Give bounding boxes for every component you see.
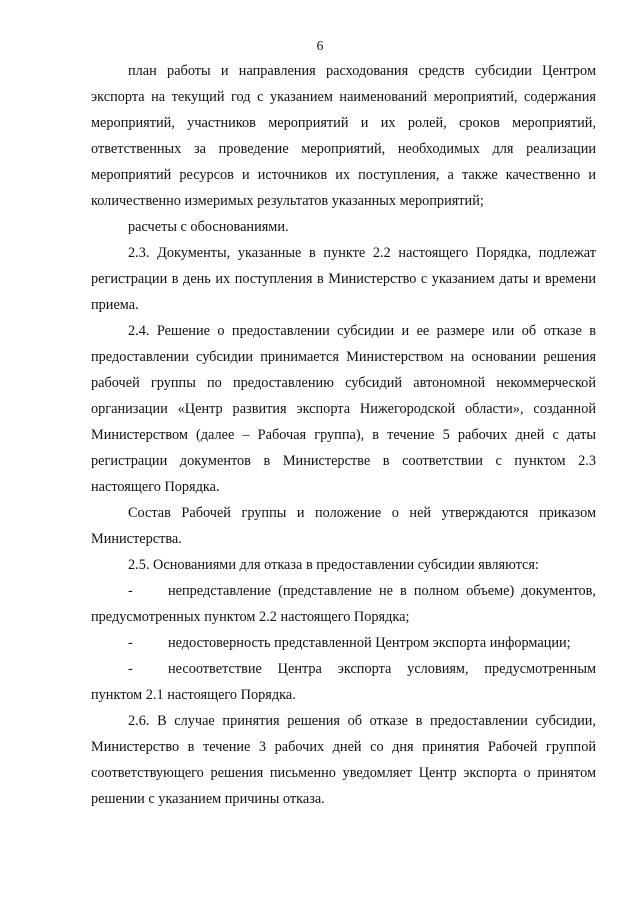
paragraph-2-6: 2.6. В случае принятия решения об отказе в предоставлении субсидии, Министерство в течение 3 рабочих дней со дня принятия Рабочей группой соответствующего решения письменно уведомляет Центр экспорта о принятом решении с указанием причины отказа. bbox=[91, 713, 596, 807]
paragraph-working-group: Состав Рабочей группы и положение о ней утверждаются приказом Министерства. bbox=[91, 505, 596, 547]
paragraph-2-4: 2.4. Решение о предоставлении субсидии и ее размере или об отказе в предоставлении субсидии принимается Министерством на основании решения рабочей группы по предоставлению субсидий автономной некоммерческой организации «Центр развития экспорта Нижегородской области», созданной Министерством (далее – Рабочая группа), в течение 5 рабочих дней с даты регистрации документов в Министерстве в соответствии с пунктом 2.3 настоящего Порядка. bbox=[91, 323, 596, 495]
list-item bbox=[91, 578, 596, 630]
list-marker: - bbox=[128, 661, 133, 677]
paragraph-2-3: 2.3. Документы, указанные в пункте 2.2 настоящего Порядка, подлежат регистрации в день их поступления в Министерство с указанием даты и времени приема. bbox=[91, 245, 596, 313]
list-item bbox=[91, 630, 596, 656]
list-item-text: непредставление (представление не в полном объеме) документов, предусмотренных пунктом 2.2 настоящего Порядка; bbox=[91, 583, 596, 625]
paragraph-calculations: расчеты с обоснованиями. bbox=[128, 219, 289, 235]
page-number: 6 bbox=[316, 38, 324, 53]
list-item-text: недостоверность представленной Центром экспорта информации; bbox=[168, 635, 571, 651]
list-item-text: несоответствие Центра экспорта условиям, предусмотренным пунктом 2.1 настоящего Порядка. bbox=[91, 661, 596, 703]
paragraph-plan: план работы и направления расходования средств субсидии Центром экспорта на текущий год с указанием наименований мероприятий, содержания мероприятий, участников мероприятий и их ролей, сроков мероприятий, ответственных за проведение мероприятий, необходимых для реализации мероприятий ресурсов и источников их поступления, а также качественно и количественно измеримых результатов указанных мероприятий; bbox=[91, 63, 596, 209]
list-marker: - bbox=[128, 583, 133, 599]
list-item bbox=[91, 656, 596, 708]
document-body bbox=[91, 58, 596, 812]
list-marker: - bbox=[128, 635, 133, 651]
paragraph-2-5: 2.5. Основаниями для отказа в предоставлении субсидии являются: bbox=[128, 557, 539, 573]
